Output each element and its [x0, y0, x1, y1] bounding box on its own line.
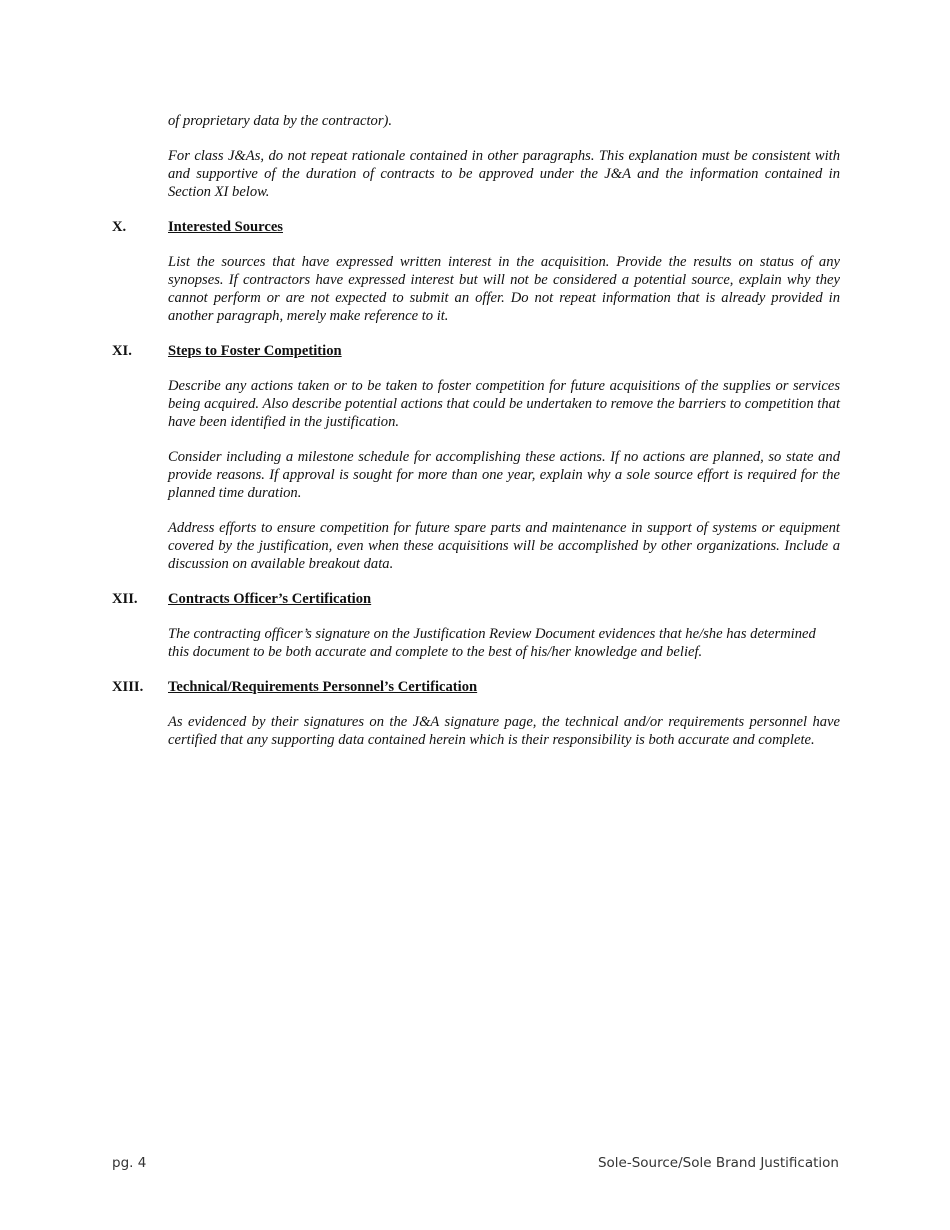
- section-x-number: X.: [112, 219, 127, 235]
- section-x-paragraph-1: List the sources that have expressed written interest in the acquisition. Provide the results on status of any synopses. If contractors have expressed interest but will not be considered a potential source, explain why they cannot perform or are not expected to submit an offer. Do not repeat information that is already provided in another paragraph, merely make reference to it.: [168, 254, 840, 324]
- section-xiii-number: XIII.: [112, 679, 144, 695]
- section-xii-paragraph-1: The contracting officer’s signature on the Justification Review Document evidences that he/she has determined this document to be both accurate and complete to the best of his/her knowledge and belief.: [168, 626, 816, 660]
- section-xi-paragraph-2: Consider including a milestone schedule for accomplishing these actions. If no actions are planned, so state and provide reasons. If approval is sought for more than one year, explain why a sole source effort is required for the planned time duration.: [168, 449, 840, 501]
- intro-paragraph-2: For class J&As, do not repeat rationale contained in other paragraphs. This explanation must be consistent with and supportive of the duration of contracts to be approved under the J&A and the information contained in Section XI below.: [168, 148, 840, 200]
- section-xiii-title: Technical/Requirements Personnel’s Certification: [168, 679, 478, 695]
- document-title: Sole-Source/Sole Brand Justification: [597, 1155, 839, 1171]
- section-xiii-paragraph-1: As evidenced by their signatures on the J&A signature page, the technical and/or requirements personnel have certified that any supporting data contained herein which is their responsibility is both accurate and complete.: [168, 714, 840, 748]
- section-x-title: Interested Sources: [168, 219, 283, 235]
- section-xi-paragraph-3: Address efforts to ensure competition for future spare parts and maintenance in support of systems or equipment covered by the justification, even when these acquisitions will be accomplished by other organizations. Include a discussion on available breakout data.: [168, 520, 840, 572]
- document-body: [112, 112, 840, 749]
- section-x-heading: [112, 218, 840, 236]
- section-xi-title: Steps to Foster Competition: [168, 343, 342, 359]
- section-xii-number: XII.: [112, 591, 138, 607]
- section-xii-title: Contracts Officer’s Certification: [168, 591, 372, 607]
- section-xi-paragraph-1: Describe any actions taken or to be taken to foster competition for future acquisitions of the supplies or services being acquired. Also describe potential actions that could be undertaken to remove the barriers to competition that have been identified in the justification.: [168, 378, 840, 430]
- page-footer: [112, 1155, 839, 1171]
- section-xiii-heading: [112, 678, 840, 696]
- section-xi-number: XI.: [112, 343, 132, 359]
- page-number: pg. 4: [112, 1155, 147, 1171]
- section-xi-heading: [112, 342, 840, 360]
- intro-paragraph-1: of proprietary data by the contractor).: [168, 113, 393, 129]
- section-xii-heading: [112, 590, 840, 608]
